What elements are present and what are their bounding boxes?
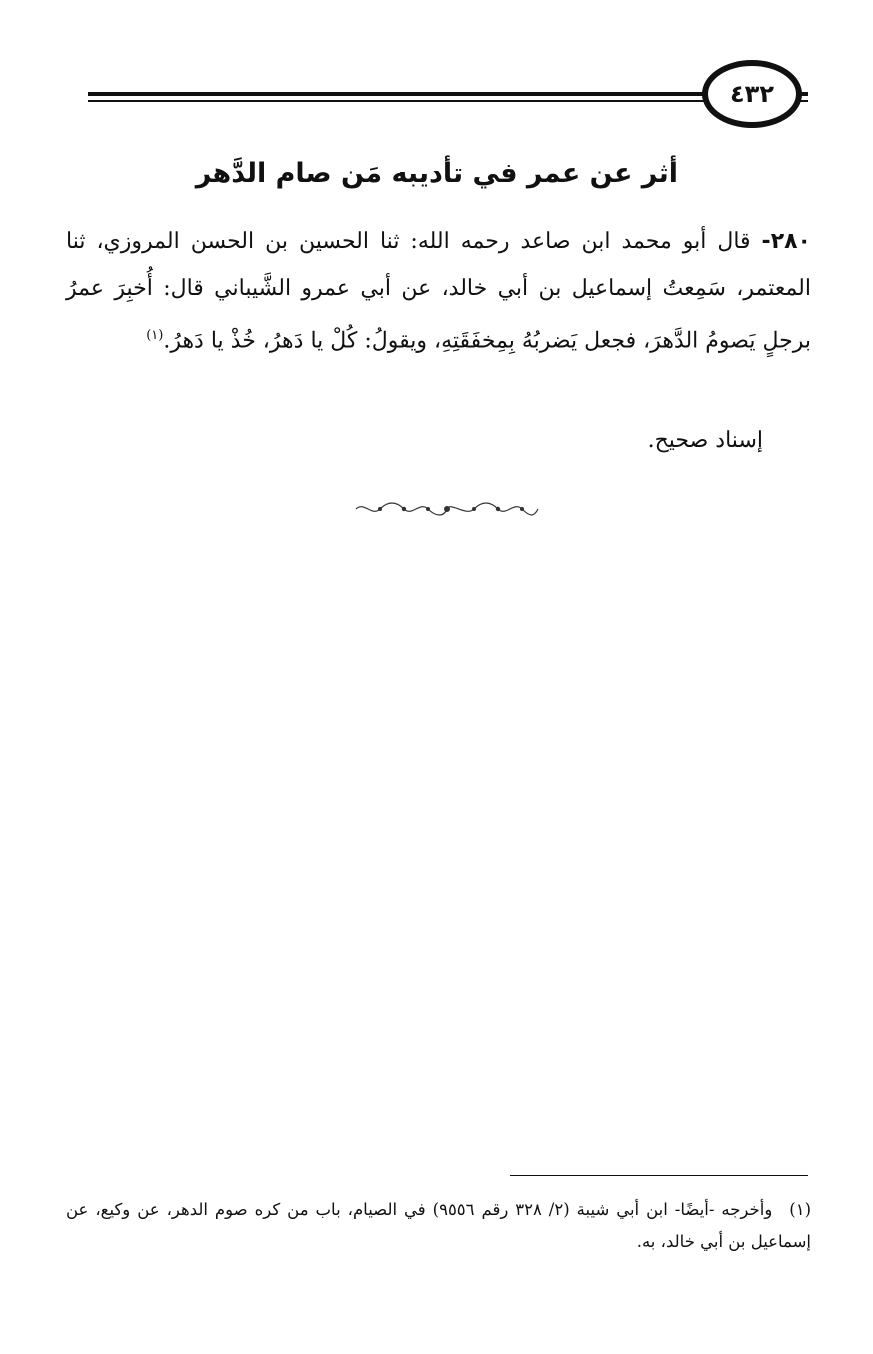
footnote-separator <box>510 1175 808 1176</box>
page-number-badge <box>702 60 802 128</box>
footnote-reference[interactable]: (١) <box>146 328 164 343</box>
section-title: أثر عن عمر في تأديبه مَن صام الدَّهر <box>195 158 678 189</box>
footnote-text: وأخرجه -أيضًا- ابن أبي شيبة (٢/ ٣٢٨ رقم ٩٥٥٦) في الصيام، باب من كره صوم الدهر، عن وكيع، عن إسماعيل بن أبي خالد، به. <box>66 1200 811 1251</box>
entry-text: قال أبو محمد ابن صاعد رحمه الله: ثنا الحسين بن الحسن المروزي، ثنا المعتمر، سَمِعتُ إسماعيل بن أبي خالد، عن أبي عمرو الشَّيباني قال: أُخبِرَ عمرُ برجلٍ يَصومُ الدَّهرَ، فجعل يَضربُهُ بِمِخفَقَتِهِ، ويقولُ: كُلْ يا دَهرُ، خُذْ يا دَهرُ. <box>66 229 811 354</box>
header-rule-thin <box>88 100 720 102</box>
header-rule-thick <box>88 92 720 96</box>
entry-number: ٢٨٠- <box>761 229 811 254</box>
ornament-divider-icon <box>352 497 542 521</box>
isnad-verdict: إسناد صحيح. <box>647 428 763 453</box>
footnote <box>66 1194 811 1258</box>
footnote-marker: (١) <box>789 1200 811 1219</box>
page-number: ٤٣٢ <box>730 80 774 108</box>
hadith-entry <box>66 218 811 364</box>
